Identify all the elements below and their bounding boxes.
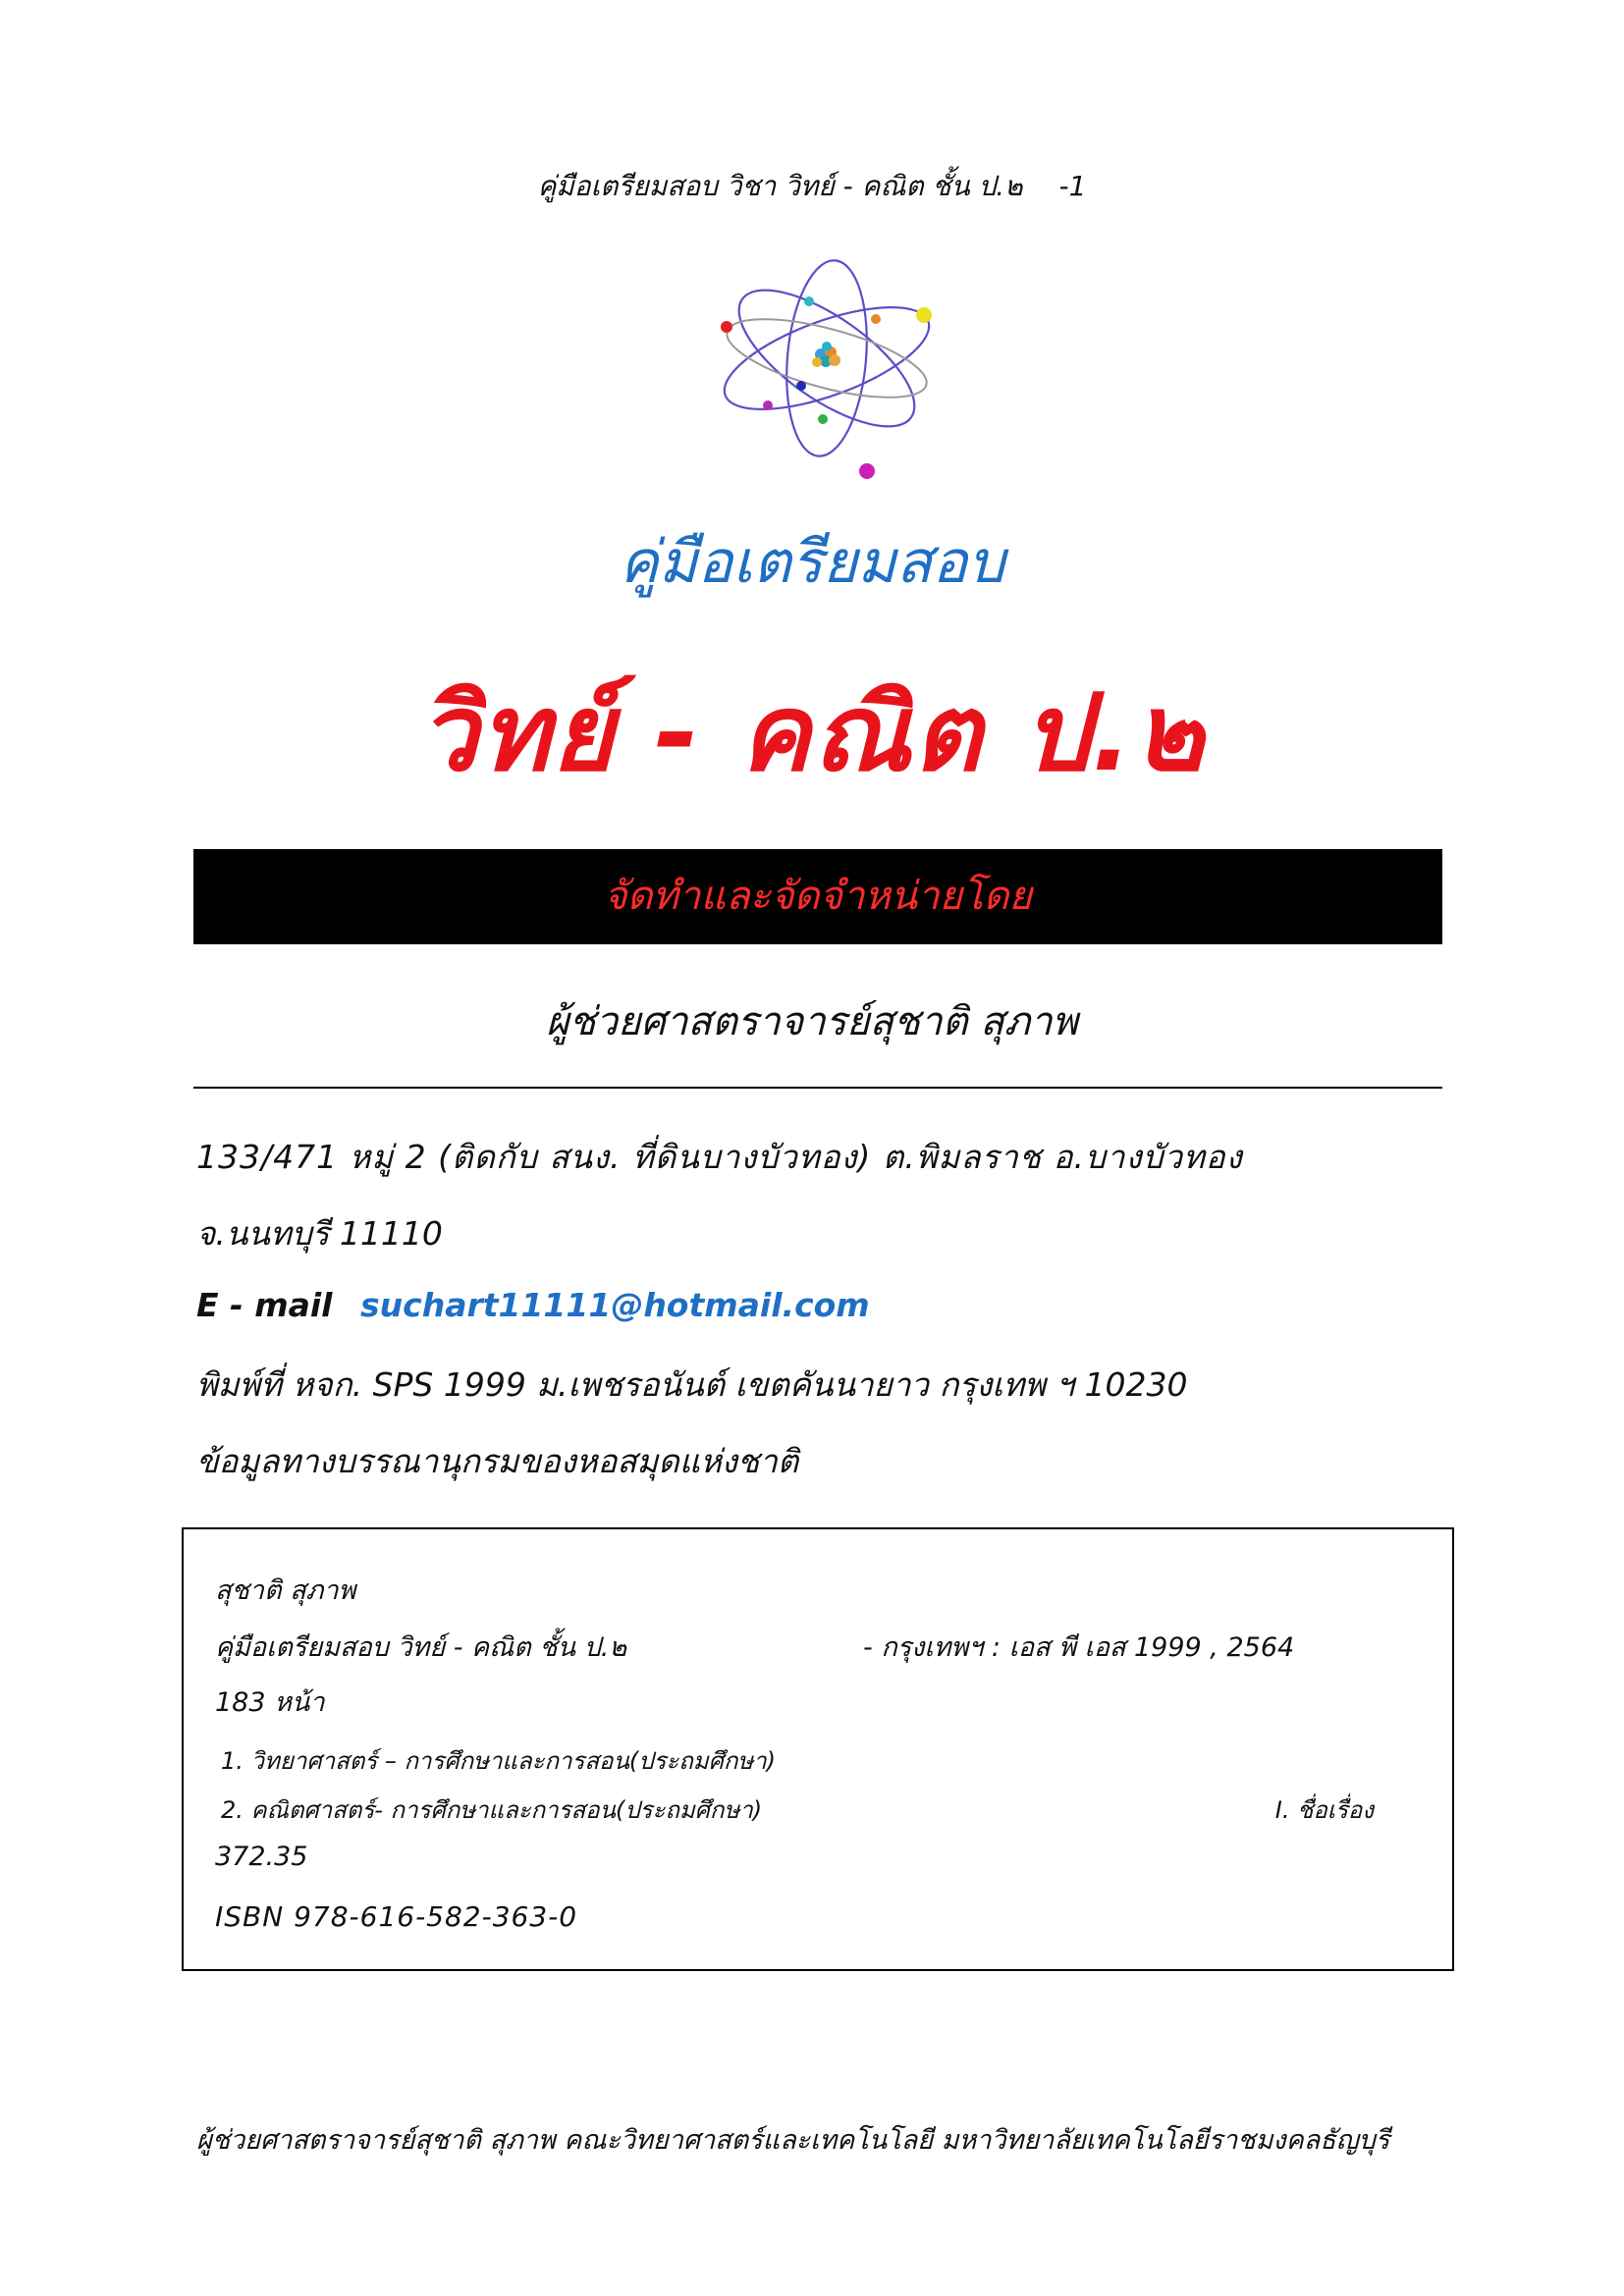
email-label: E - mail	[196, 1286, 333, 1324]
cip-title-entry: I. ชื่อเรื่อง	[1274, 1796, 1374, 1824]
cip-publisher: - กรุงเทพฯ : เอส พี เอส 1999 , 2564	[863, 1632, 1295, 1663]
email-link[interactable]: suchart11111@hotmail.com	[360, 1286, 870, 1324]
page-number: -1	[1058, 170, 1087, 202]
running-header	[0, 165, 1624, 208]
producer-banner	[193, 849, 1442, 944]
email-row	[196, 1286, 870, 1324]
subject-title: วิทย์ - คณิต ป.๒	[417, 672, 1207, 795]
running-title: คู่มือเตรียมสอบ วิชา วิทย์ - คณิต ชั้น ป.๒	[537, 170, 1023, 202]
author-name: ผู้ช่วยศาสตราจารย์สุชาติ สุภาพ	[546, 999, 1078, 1044]
address-line-2: จ.นนทบุรี 11110	[196, 1214, 443, 1253]
cip-isbn: ISBN 978-616-582-363-0	[215, 1900, 578, 1933]
producer-label: จัดทำและจัดจำหน่ายโดย	[604, 874, 1032, 919]
cip-pages: 183 หน้า	[215, 1687, 325, 1718]
main-title: คู่มือเตรียมสอบ	[619, 528, 1005, 597]
divider	[193, 1087, 1442, 1089]
cip-box	[182, 1527, 1454, 1971]
address-line-1: 133/471 หมู่ 2 (ติดกับ สนง. ที่ดินบางบัวทอง) ต.พิมลราช อ.บางบัวทอง	[196, 1138, 1243, 1176]
printer-line: พิมพ์ที่ หจก. SPS 1999 ม.เพชรอนันต์ เขตคันนายาว กรุงเทพ ฯ 10230	[196, 1365, 1188, 1404]
footer-text: ผู้ช่วยศาสตราจารย์สุชาติ สุภาพ คณะวิทยาศาสตร์และเทคโนโลยี มหาวิทยาลัยเทคโนโลยีราชมงคลธัญบุรี	[196, 2125, 1390, 2156]
cip-subject-2: 2. คณิตศาสตร์- การศึกษาและการสอน(ประถมศึกษา)	[221, 1796, 763, 1824]
cip-author: สุชาติ สุภาพ	[215, 1575, 356, 1606]
catalog-heading: ข้อมูลทางบรรณานุกรมของหอสมุดแห่งชาติ	[196, 1442, 799, 1480]
cip-title: คู่มือเตรียมสอบ วิทย์ - คณิต ชั้น ป.๒	[215, 1632, 627, 1663]
cip-subject-1: 1. วิทยาศาสตร์ – การศึกษาและการสอน(ประถมศึกษา)	[221, 1747, 777, 1775]
cip-classification: 372.35	[215, 1842, 308, 1872]
atom-icon	[707, 250, 943, 486]
